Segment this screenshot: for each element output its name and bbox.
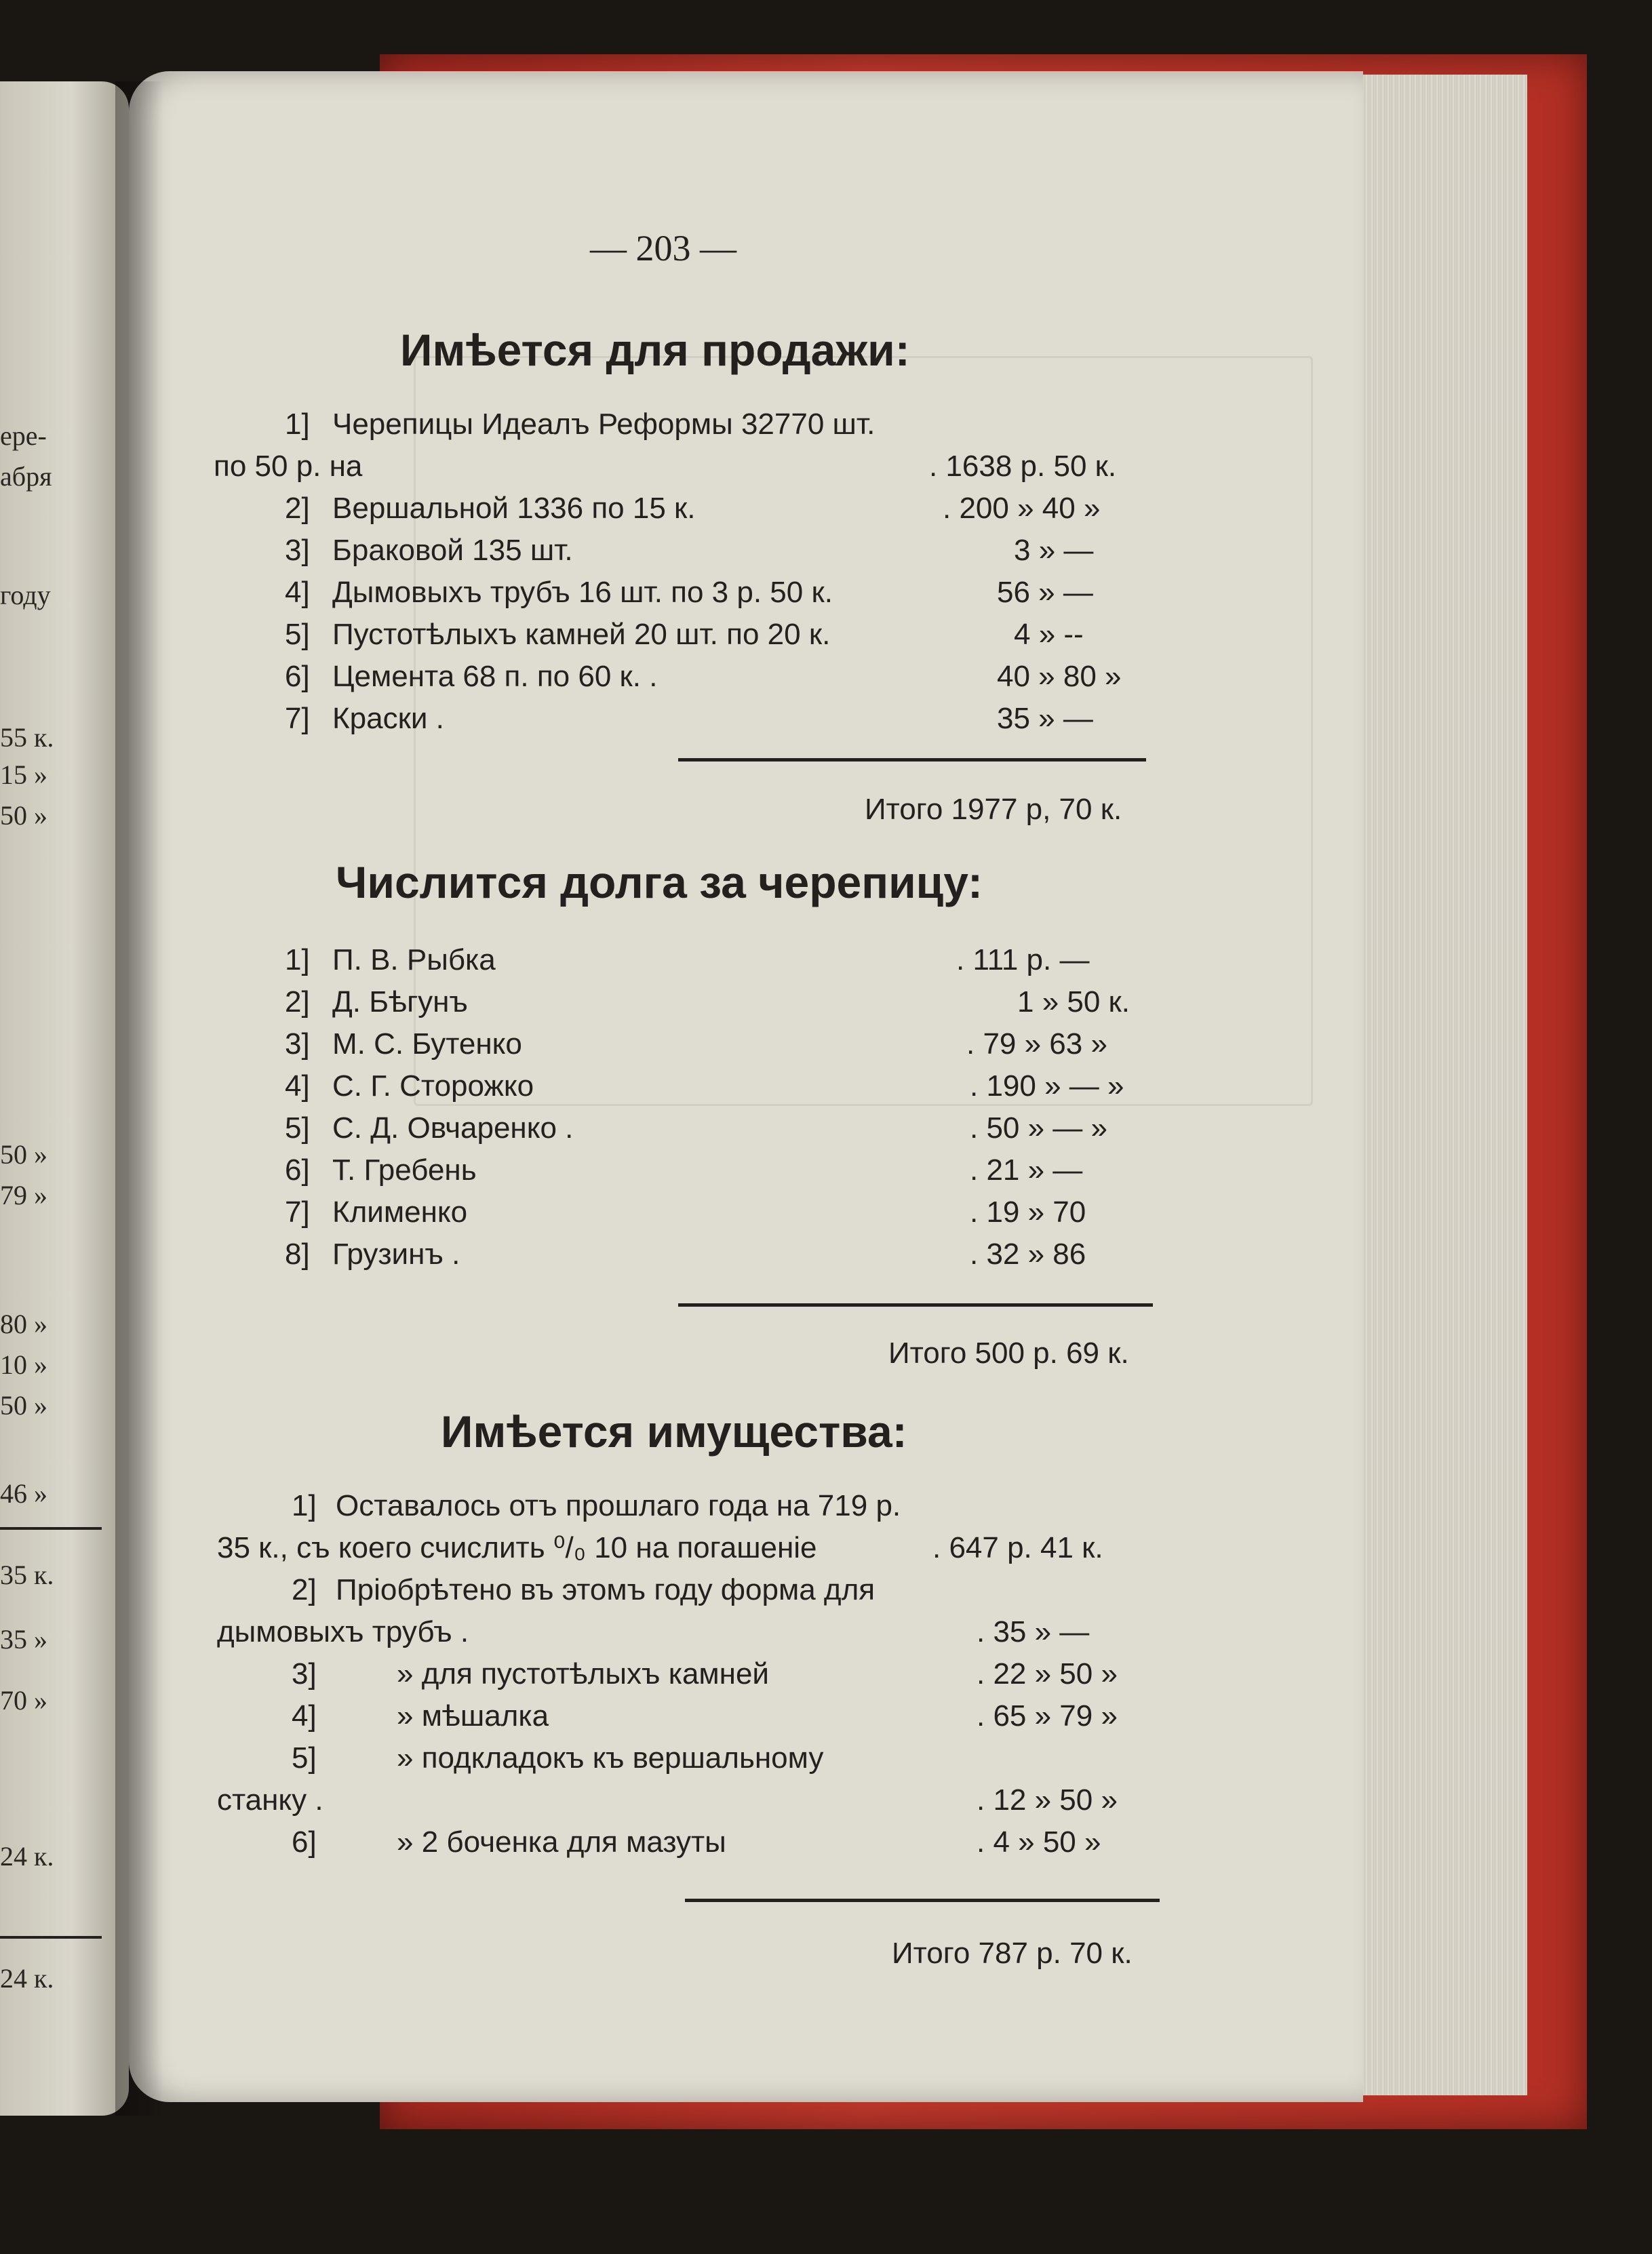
row-label: Цемента 68 п. по 60 к. . (332, 660, 658, 693)
row-amount: . 4 » 50 » (977, 1825, 1101, 1859)
row-amount: . 19 » 70 (970, 1195, 1086, 1229)
row-label: станку . (217, 1783, 323, 1817)
row-label: Пустотѣлыхъ камней 20 шт. по 20 к. (332, 618, 831, 651)
section-heading: Имѣется имущества: (441, 1406, 907, 1457)
left-fragment: 50 » (0, 1390, 47, 1421)
row-label: » 2 боченка для мазуты (397, 1825, 726, 1859)
total-rule (685, 1899, 1160, 1902)
row-amount: . 12 » 50 » (977, 1783, 1118, 1817)
bleed-through-table (414, 356, 1313, 1106)
row-number: 6] (285, 1153, 310, 1187)
row-number: 7] (285, 702, 310, 735)
row-label: дымовыхъ трубъ . (217, 1615, 469, 1648)
row-label: Вершальной 1336 по 15 к. (332, 492, 696, 525)
row-label: С. Д. Овчаренко . (332, 1111, 574, 1145)
row-label: Браковой 135 шт. (332, 534, 573, 567)
row-label: М. С. Бутенко (332, 1027, 522, 1061)
row-number: 3] (285, 1027, 310, 1061)
left-rule (0, 1527, 102, 1530)
row-label: Оставалось отъ прошлаго года на 719 р. (336, 1489, 901, 1522)
row-amount: 4 » -- (1014, 618, 1084, 651)
row-label: Черепицы Идеалъ Реформы 32770 шт. (332, 408, 876, 441)
left-fragment: 79 » (0, 1180, 47, 1210)
left-fragment: 10 » (0, 1349, 47, 1380)
row-amount: . 190 » — » (970, 1069, 1124, 1103)
row-amount: 3 » — (1014, 534, 1094, 567)
row-amount: 40 » 80 » (997, 660, 1122, 693)
row-number: 1] (285, 408, 310, 441)
row-number: 4] (285, 576, 310, 609)
row-amount: . 200 » 40 » (943, 492, 1101, 525)
row-number: 4] (292, 1699, 317, 1733)
left-fragment: 15 » (0, 759, 47, 790)
row-amount: 1 » 50 к. (1017, 985, 1130, 1019)
row-label: С. Г. Сторожко (332, 1069, 534, 1103)
row-label: » для пустотѣлыхъ камней (397, 1657, 770, 1691)
section-total: Итого 1977 р, 70 к. (865, 793, 1122, 826)
left-fragment: 55 к. (0, 722, 54, 753)
left-fragment: абря (0, 461, 52, 492)
page-number: — 203 — (590, 228, 736, 269)
total-rule (678, 758, 1146, 762)
row-number: 4] (285, 1069, 310, 1103)
row-amount: . 65 » 79 » (977, 1699, 1118, 1733)
row-number: 8] (285, 1238, 310, 1271)
left-fragment: 24 к. (0, 1841, 54, 1872)
total-rule (678, 1303, 1153, 1307)
section-total: Итого 500 р. 69 к. (888, 1337, 1129, 1370)
row-label: 35 к., съ коего счислить ⁰/₀ 10 на погашеніе (217, 1531, 817, 1564)
left-fragment: 50 » (0, 1139, 47, 1170)
left-fragment: 35 к. (0, 1560, 54, 1590)
left-fragment: 80 » (0, 1309, 47, 1339)
row-number: 7] (285, 1195, 310, 1229)
row-number: 3] (292, 1657, 317, 1691)
row-label: Пріобрѣтено въ этомъ году форма для (336, 1573, 876, 1606)
row-number: 2] (285, 492, 310, 525)
row-amount: . 35 » — (977, 1615, 1090, 1648)
row-label: П. В. Рыбка (332, 943, 496, 976)
row-amount: . 111 р. — (956, 943, 1090, 976)
row-amount: . 21 » — (970, 1153, 1083, 1187)
row-number: 6] (285, 660, 310, 693)
left-fragment: 70 » (0, 1685, 47, 1716)
left-fragment: 50 » (0, 800, 47, 831)
row-amount: . 22 » 50 » (977, 1657, 1118, 1691)
row-amount: 35 » — (997, 702, 1093, 735)
row-label: Дымовыхъ трубъ 16 шт. по 3 р. 50 к. (332, 576, 833, 609)
left-rule (0, 1936, 102, 1939)
row-amount: . 50 » — » (970, 1111, 1108, 1145)
row-label: Клименко (332, 1195, 468, 1229)
row-label: по 50 р. на (214, 450, 363, 483)
row-number: 2] (292, 1573, 317, 1606)
left-fragment: 35 » (0, 1624, 47, 1655)
gutter-shadow (115, 81, 163, 2116)
left-fragment: 46 » (0, 1478, 47, 1509)
row-amount: . 1638 р. 50 к. (929, 450, 1117, 483)
row-number: 5] (285, 618, 310, 651)
section-heading: Имѣется для продажи: (400, 325, 910, 375)
row-number: 5] (292, 1741, 317, 1775)
row-number: 1] (285, 943, 310, 976)
left-fragment: году (0, 580, 51, 610)
row-label: Краски . (332, 702, 444, 735)
row-number: 1] (292, 1489, 317, 1522)
row-label: » мѣшалка (397, 1699, 549, 1733)
row-label: » подкладокъ къ вершальному (397, 1741, 824, 1775)
row-amount: 56 » — (997, 576, 1093, 609)
row-amount: . 647 р. 41 к. (932, 1531, 1103, 1564)
row-number: 6] (292, 1825, 317, 1859)
left-fragment: ере- (0, 420, 47, 451)
row-label: Т. Гребень (332, 1153, 477, 1187)
section-total: Итого 787 р. 70 к. (892, 1937, 1133, 1970)
row-label: Грузинъ . (332, 1238, 460, 1271)
row-amount: . 32 » 86 (970, 1238, 1086, 1271)
row-number: 2] (285, 985, 310, 1019)
row-number: 3] (285, 534, 310, 567)
section-heading: Числится долга за черепицу: (336, 857, 983, 907)
left-fragment: 24 к. (0, 1963, 54, 1994)
row-amount: . 79 » 63 » (966, 1027, 1107, 1061)
row-label: Д. Бѣгунъ (332, 985, 468, 1019)
left-page (0, 81, 129, 2116)
row-number: 5] (285, 1111, 310, 1145)
